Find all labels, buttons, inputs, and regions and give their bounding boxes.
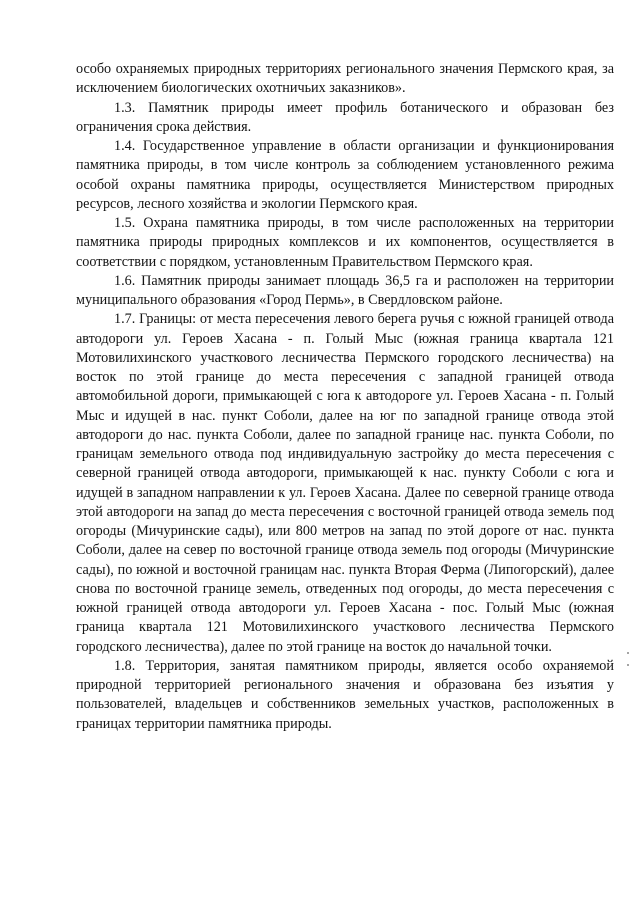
document-page	[76, 60, 614, 734]
scan-speck	[627, 652, 629, 654]
paragraph-continuation: особо охраняемых природных территориях регионального значения Пермского края, за исключением биологических охотничьих заказников».	[76, 61, 614, 97]
paragraph-1-3: 1.3. Памятник природы имеет профиль ботанического и образован без ограничения срока действия.	[76, 99, 614, 135]
paragraph-1-5: 1.5. Охрана памятника природы, в том числе расположенных на территории памятника природы природных комплексов и их компонентов, осуществляется в соответствии с порядком, установленным Правительством Пермского края.	[76, 215, 614, 270]
paragraph-1-4: 1.4. Государственное управление в области организации и функционирования памятника природы, в том числе контроль за соблюдением установленного режима особой охраны памятника природы, осуществляется Министерством природных ресурсов, лесного хозяйства и экологии Пермского края.	[76, 138, 614, 212]
paragraph-1-8: 1.8. Территория, занятая памятником природы, является особо охраняемой природной территорией регионального значения и образована без изъятия у пользователей, владельцев и собственников земельных участков, расположенных в границах территории памятника природы.	[76, 657, 614, 732]
paragraph-1-7: 1.7. Границы: от места пересечения левого берега ручья с южной границей отвода автодороги ул. Героев Хасана - п. Голый Мыс (южная граница квартала 121 Мотовилихинского участкового лесничества Пермского городского лесничества) на восток по этой границе до места пересечения с западной границей отвода автомобильной дороги, примыкающей с юга к автодороге ул. Героев Хасана - п. Голый Мыс и идущей в нас. пункт Соболи, далее на юг по западной границе отвода этой автодороги до нас. пункта Соболи, далее по западной границе нас. пункта Соболи, по границам земельного отвода под индивидуальную застройку до места пересечения с северной границей отвода автодороги, примыкающей к нас. пункту Соболи с юга и идущей в западном направлении к ул. Героев Хасана. Далее по северной границе отвода этой автодороги на запад до места пересечения с восточной границей отвода земель под огороды (Мичуринские сады), или 800 метров на запад по этой дороге от нас. пункта Соболи, далее на север по восточной границе отвода земель под огороды (Мичуринские сады), по южной и восточной границам нас. пункта Вторая Ферма (Липогорский), далее снова по восточной границе земель, отведенных под огороды, до места пересечения с южной границей отвода автодороги ул. Героев Хасана - пос. Голый Мыс (южная граница квартала 121 Мотовилихинского участкового лесничества Пермского городского лесничества), далее по этой границе на восток до начальной точки.	[76, 311, 614, 655]
scan-speck	[627, 664, 629, 666]
paragraph-1-6: 1.6. Памятник природы занимает площадь 36,5 га и расположен на территории муниципального образования «Город Пермь», в Свердловском районе.	[76, 272, 614, 308]
